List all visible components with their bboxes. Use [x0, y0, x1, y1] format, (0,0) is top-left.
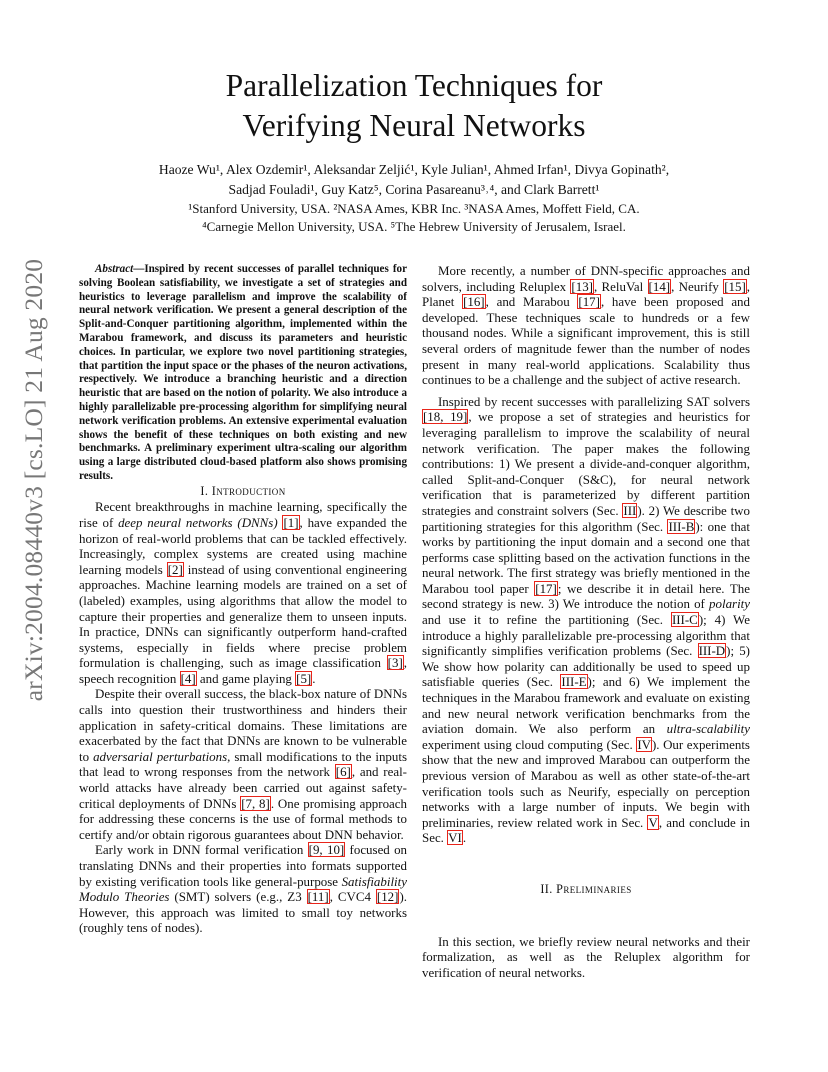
section-number: II. [540, 881, 557, 896]
citation-link[interactable]: [3] [387, 655, 403, 671]
intro-paragraph-1: Recent breakthroughs in machine learning, specifically the rise of deep neural networks (DNNs) [1], have expanded the horizon of real-world problems that can be tackled effectively. Increasingly, complex systems are created using machine learning models [2] instead of using conventional engineering approaches. Machine learning models are trained on a set of (labeled) examples, using algorithms that allow the model to capture their properties and generalize them to unseen inputs. In practice, DNNs can significantly outperform hand-crafted systems, especially in fields where precise problem formulation is challenging, such as image classification [3], speech recognition [4] and game playing [5]. [79, 499, 407, 686]
citation-link[interactable]: [7, 8] [241, 795, 270, 811]
paper-title [0, 66, 828, 146]
section-name: Preliminaries [556, 881, 632, 896]
citation-link[interactable]: [4] [180, 670, 196, 686]
section-link[interactable]: III-C [671, 612, 698, 628]
title-line-2: Verifying Neural Networks [242, 108, 586, 143]
section-link[interactable]: III-D [698, 643, 726, 659]
citation-link[interactable]: [15] [724, 278, 746, 294]
body-paragraph-1: More recently, a number of DNN-specific approaches and solvers, including Reluplex [13], ReluVal [14], Neurify [15], Planet [16], and Marabou [17], have been proposed and developed. These techniques scale to hundreds or a few thousand nodes. While a significant improvement, this is still several orders of magnitude fewer than the number of nodes present in many real-world applications. Scalability thus continues to be a challenge and the subject of active research. [422, 263, 751, 388]
intro-paragraph-2: Despite their overall success, the black-box nature of DNNs calls into question their trustworthiness and hinders their application in safety-critical domains. These limitations are exacerbated by the fact that DNNs are known to be vulnerable to adversarial perturbations, small modifications to the inputs that lead to wrong responses from the network [6], and real-world attacks have already been carried out against safety-critical deployments of DNNs [7, 8]. One promising approach for addressing these concerns is the use of formal methods to certify and/or obtain rigorous guarantees about DNN behavior. [79, 686, 407, 842]
affiliations-line-2: ⁴Carnegie Mellon University, USA. ⁵The Hebrew University of Jerusalem, Israel. [202, 219, 626, 234]
abstract-text: —Inspired by recent successes of parallel techniques for solving Boolean satisfiability, we investigate a set of strategies and heuristics to leverage parallelism and improve the scalability of neural network verification. We present a general description of the Split-and-Conquer partitioning algorithm, implemented within the Marabou framework, and discuss its parameters and heuristic choices. In particular, we explore two novel partitioning strategies, that partition the input space or the phases of the neuron activations, respectively. We introduce a branching heuristic and a direction heuristic that are based on the notion of polarity. We also introduce a highly parallelizable pre-processing algorithm for simplifying neural network verification problems. An extensive experimental evaluation shows the benefit of these techniques on both existing and new benchmarks. A preliminary experiment ultra-scaling our algorithm using a large distributed cloud-based platform also shows promising results. [79, 263, 407, 482]
section-link[interactable]: III [623, 502, 637, 518]
section-link[interactable]: IV [637, 736, 651, 752]
section-number: I. [200, 483, 212, 498]
citation-link[interactable]: [17] [578, 294, 600, 310]
citation-link[interactable]: [18, 19] [423, 409, 468, 425]
citation-link[interactable]: [5] [296, 670, 312, 686]
title-line-1: Parallelization Techniques for [225, 68, 603, 103]
arxiv-sidebar-stamp [14, 258, 54, 702]
citation-link[interactable]: [16] [463, 294, 485, 310]
right-column [422, 263, 750, 980]
citation-link[interactable]: [1] [283, 514, 299, 530]
author-block [0, 160, 828, 236]
section-heading-introduction [79, 484, 407, 500]
left-column [79, 263, 407, 936]
citation-link[interactable]: [17] [535, 580, 557, 596]
section-name: Introduction [211, 483, 286, 498]
citation-link[interactable]: [11] [307, 889, 329, 905]
authors-line-2: Sadjad Fouladi¹, Guy Katz⁵, Corina Pasareanu³˒⁴, and Clark Barrett¹ [228, 182, 600, 197]
body-paragraph-2: Inspired by recent successes with parallelizing SAT solvers [18, 19], we propose a set of strategies and heuristics for leveraging parallelism to improve the scalability of neural network verification. The paper makes the following contributions: 1) We present a divide-and-conquer algorithm, called Split-and-Conquer (S&C), for neural network verification that is parameterized by different partition strategies and constraint solvers (Sec. III). 2) We describe two partitioning strategies for this algorithm (Sec. III-B): one that works by partitioning the input domain and a second one that performs case splitting based on the activation functions in the neural network. The first strategy was briefly mentioned in the Marabou tool paper [17]; we describe it in detail here. The second strategy is new. 3) We introduce the notion of polarity and use it to refine the partitioning (Sec. III-C); 4) We introduce a highly parallelizable pre-processing algorithm that significantly simplifies verification problems (Sec. III-D); 5) We show how polarity can additionally be used to speed up satisfiable queries (Sec. III-E); and 6) We implement the techniques in the Marabou framework and evaluate on existing and new neural network verification benchmarks from the aviation domain. We also perform an ultra-scalability experiment using cloud computing (Sec. IV). Our experiments show that the new and improved Marabou can outperform the previous version of Marabou as well as other state-of-the-art verification tools such as Neurify, especially on perception networks with a large number of inputs. We begin with preliminaries, review related work in Sec. V, and conclude in Sec. VI. [422, 393, 750, 846]
citation-link[interactable]: [12] [376, 889, 399, 905]
authors-line-1: Haoze Wu¹, Alex Ozdemir¹, Aleksandar Zeljić¹, Kyle Julian¹, Ahmed Irfan¹, Divya Gopinath², [158, 162, 670, 177]
intro-paragraph-3: Early work in DNN formal verification [9, 10] focused on translating DNNs and their properties into formats supported by existing verification tools like general-purpose Satisfiability Modulo Theories (SMT) solvers (e.g., Z3 [11], CVC4 [12]). However, this approach was limited to small toy networks (roughly tens of nodes). [79, 842, 408, 936]
section-link[interactable]: III-B [668, 518, 695, 534]
citation-link[interactable]: [14] [648, 278, 671, 294]
section-link[interactable]: III-E [561, 674, 587, 690]
citation-link[interactable]: [2] [167, 561, 183, 577]
citation-link[interactable]: [9, 10] [308, 842, 345, 858]
citation-link[interactable]: [6] [335, 764, 351, 780]
section-link[interactable]: VI [448, 830, 462, 846]
section-link[interactable]: V [648, 814, 658, 830]
abstract [79, 263, 407, 484]
affiliations-line-1: ¹Stanford University, USA. ²NASA Ames, KBR Inc. ³NASA Ames, Moffett Field, CA. [188, 201, 640, 216]
arxiv-identifier: arXiv:2004.08440v3 [cs.LO] 21 Aug 2020 [19, 258, 48, 702]
section-heading-preliminaries [422, 882, 750, 898]
abstract-label: Abstract [95, 263, 134, 275]
citation-link[interactable]: [13] [571, 278, 593, 294]
prelim-paragraph-1: In this section, we briefly review neural networks and their formalization, as well as the Reluplex algorithm for verification of neural networks. [422, 933, 750, 980]
